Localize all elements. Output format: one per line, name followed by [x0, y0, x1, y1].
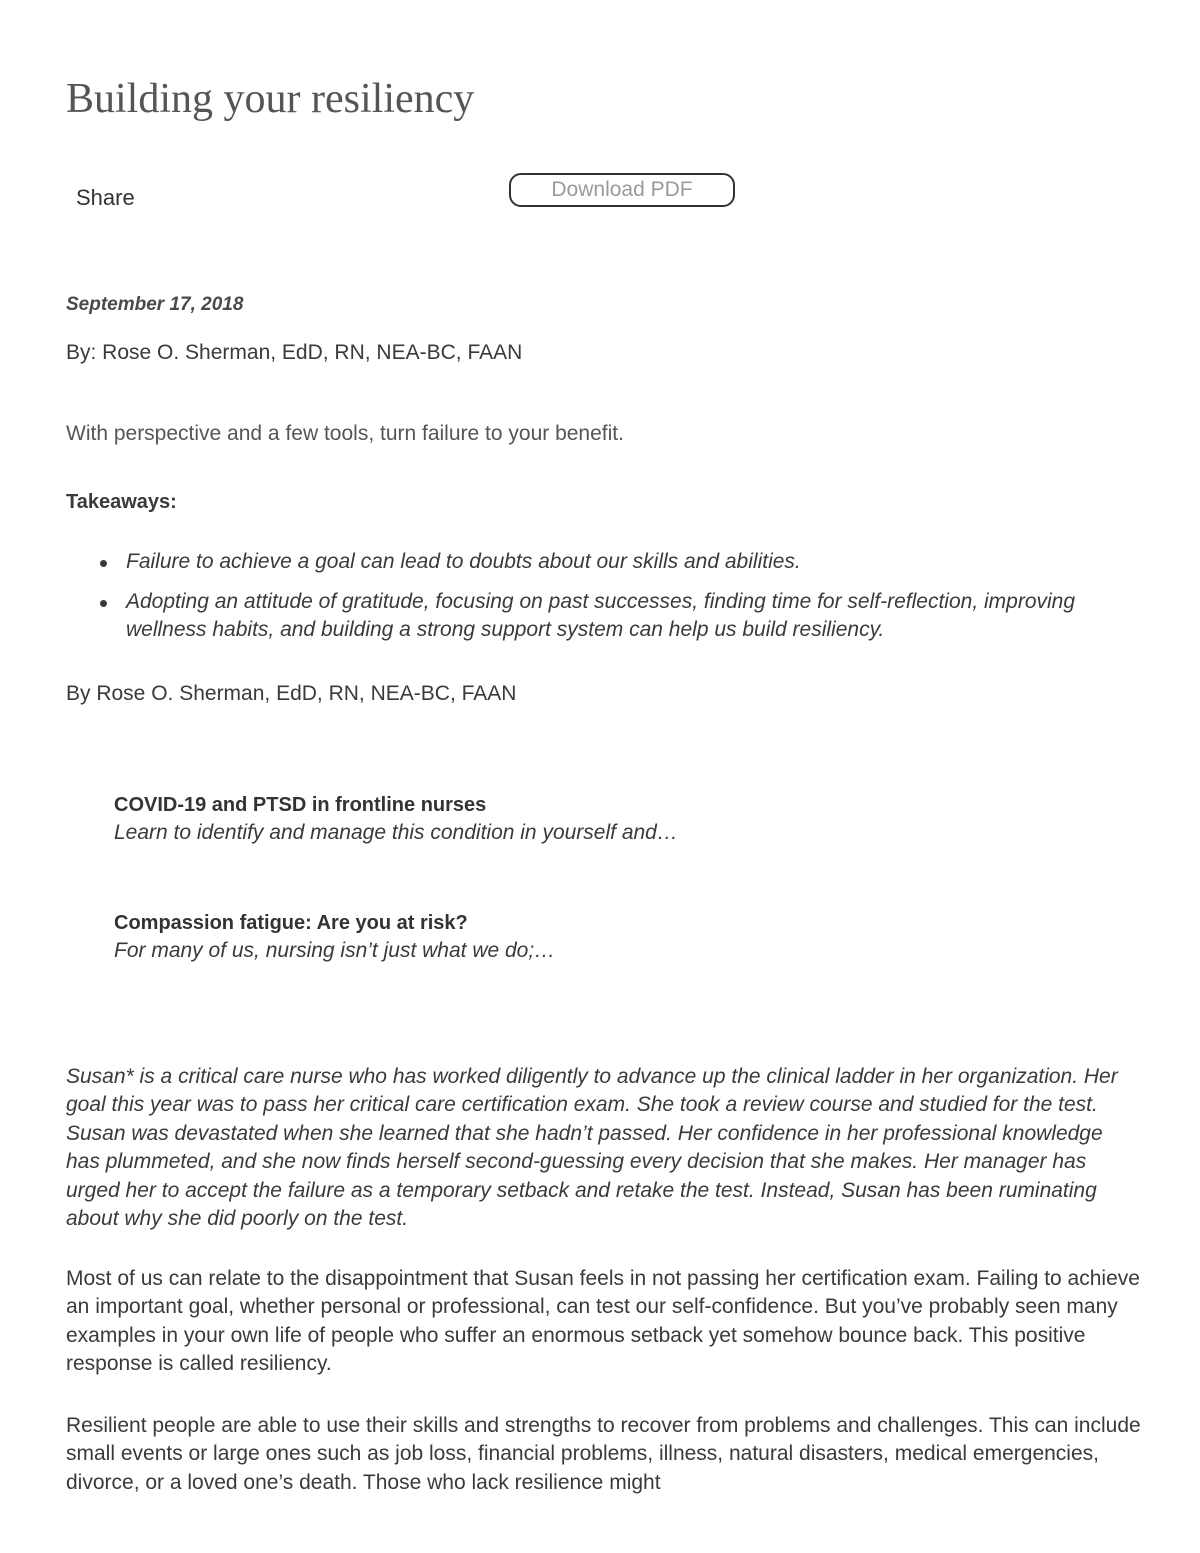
- publish-date: September 17, 2018: [66, 294, 244, 315]
- related-article-snippet: For many of us, nursing isn’t just what we do;…: [114, 939, 556, 962]
- article-deck: With perspective and a few tools, turn failure to your benefit.: [66, 422, 624, 445]
- related-article-snippet: Learn to identify and manage this condition in yourself and…: [114, 821, 678, 844]
- takeaways-list: [97, 548, 1146, 656]
- related-article-title[interactable]: COVID-19 and PTSD in frontline nurses: [114, 794, 487, 816]
- byline: By: Rose O. Sherman, EdD, RN, NEA-BC, FAAN: [66, 341, 523, 364]
- related-article-link[interactable]: [114, 791, 1014, 847]
- takeaway-item: Failure to achieve a goal can lead to doubts about our skills and abilities.: [126, 548, 1146, 576]
- body-paragraph: Susan* is a critical care nurse who has worked diligently to advance up the clinical ladder in her organization. Her goal this year was to pass her critical care certification exam. She took a review course and studied for the test. Susan was devastated when she learned that she hadn’t passed. Her confidence in her professional knowledge has plummeted, and she now finds herself second-guessing every decision that she makes. Her manager has urged her to accept the failure as a temporary setback and retake the test. Instead, Susan has been ruminating about why she did poorly on the test.: [66, 1065, 1118, 1231]
- author-credit: By Rose O. Sherman, EdD, RN, NEA-BC, FAAN: [66, 682, 517, 705]
- body-paragraph: Resilient people are able to use their skills and strengths to recover from problems and challenges. This can include small events or large ones such as job loss, financial problems, illness, natural disasters, medical emergencies, divorce, or a loved one’s death. Those who lack resilience might: [66, 1414, 1141, 1494]
- share-link[interactable]: Share: [76, 185, 135, 210]
- takeaway-item: Adopting an attitude of gratitude, focusing on past successes, finding time for self-reflection, improving wellness habits, and building a strong support system can help us build resiliency.: [126, 588, 1146, 644]
- download-pdf-button[interactable]: Download PDF: [509, 173, 735, 207]
- takeaways-heading: Takeaways:: [66, 491, 177, 513]
- related-article-title[interactable]: Compassion fatigue: Are you at risk?: [114, 912, 468, 934]
- page-title: Building your resiliency: [66, 76, 475, 122]
- related-article-link[interactable]: [114, 909, 1014, 965]
- body-paragraph: Most of us can relate to the disappointment that Susan feels in not passing her certification exam. Failing to achieve an important goal, whether personal or professional, can test our self-confidence. But you’ve probably seen many examples in your own life of people who suffer an enormous setback yet somehow bounce back. This positive response is called resiliency.: [66, 1267, 1140, 1376]
